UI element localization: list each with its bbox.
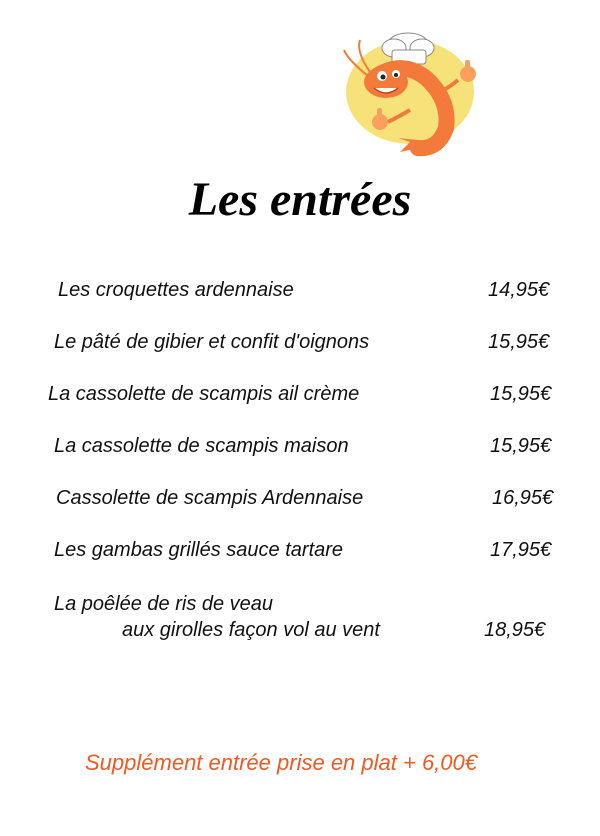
menu-item-price: 16,95€: [492, 487, 554, 509]
menu-item-price: 15,95€: [488, 331, 550, 353]
menu-item-price: 15,95€: [490, 435, 552, 457]
menu-item-name: Les gambas grillés sauce tartare: [54, 539, 344, 561]
menu-item-name-continued: aux girolles façon vol au vent: [122, 619, 380, 641]
menu-item-name: Cassolette de scampis Ardennaise: [56, 487, 364, 509]
menu-item-name: La poêlée de ris de veau: [54, 593, 274, 615]
page-title: Les entrées: [188, 173, 412, 226]
menu-item-name: Les croquettes ardennaise: [58, 279, 294, 301]
menu-item-name: La cassolette de scampis maison: [54, 435, 349, 457]
menu-item-price: 14,95€: [488, 279, 550, 301]
menu-item-price: 15,95€: [490, 383, 552, 405]
chef-shrimp-icon: [338, 30, 488, 165]
menu-item-name: Le pâté de gibier et confit d'oignons: [54, 331, 370, 353]
menu-item-price: 18,95€: [484, 619, 546, 641]
menu-item-name: La cassolette de scampis ail crème: [48, 383, 360, 405]
supplement-note: Supplément entrée prise en plat + 6,00€: [85, 750, 477, 775]
menu-item-price: 17,95€: [490, 539, 552, 561]
